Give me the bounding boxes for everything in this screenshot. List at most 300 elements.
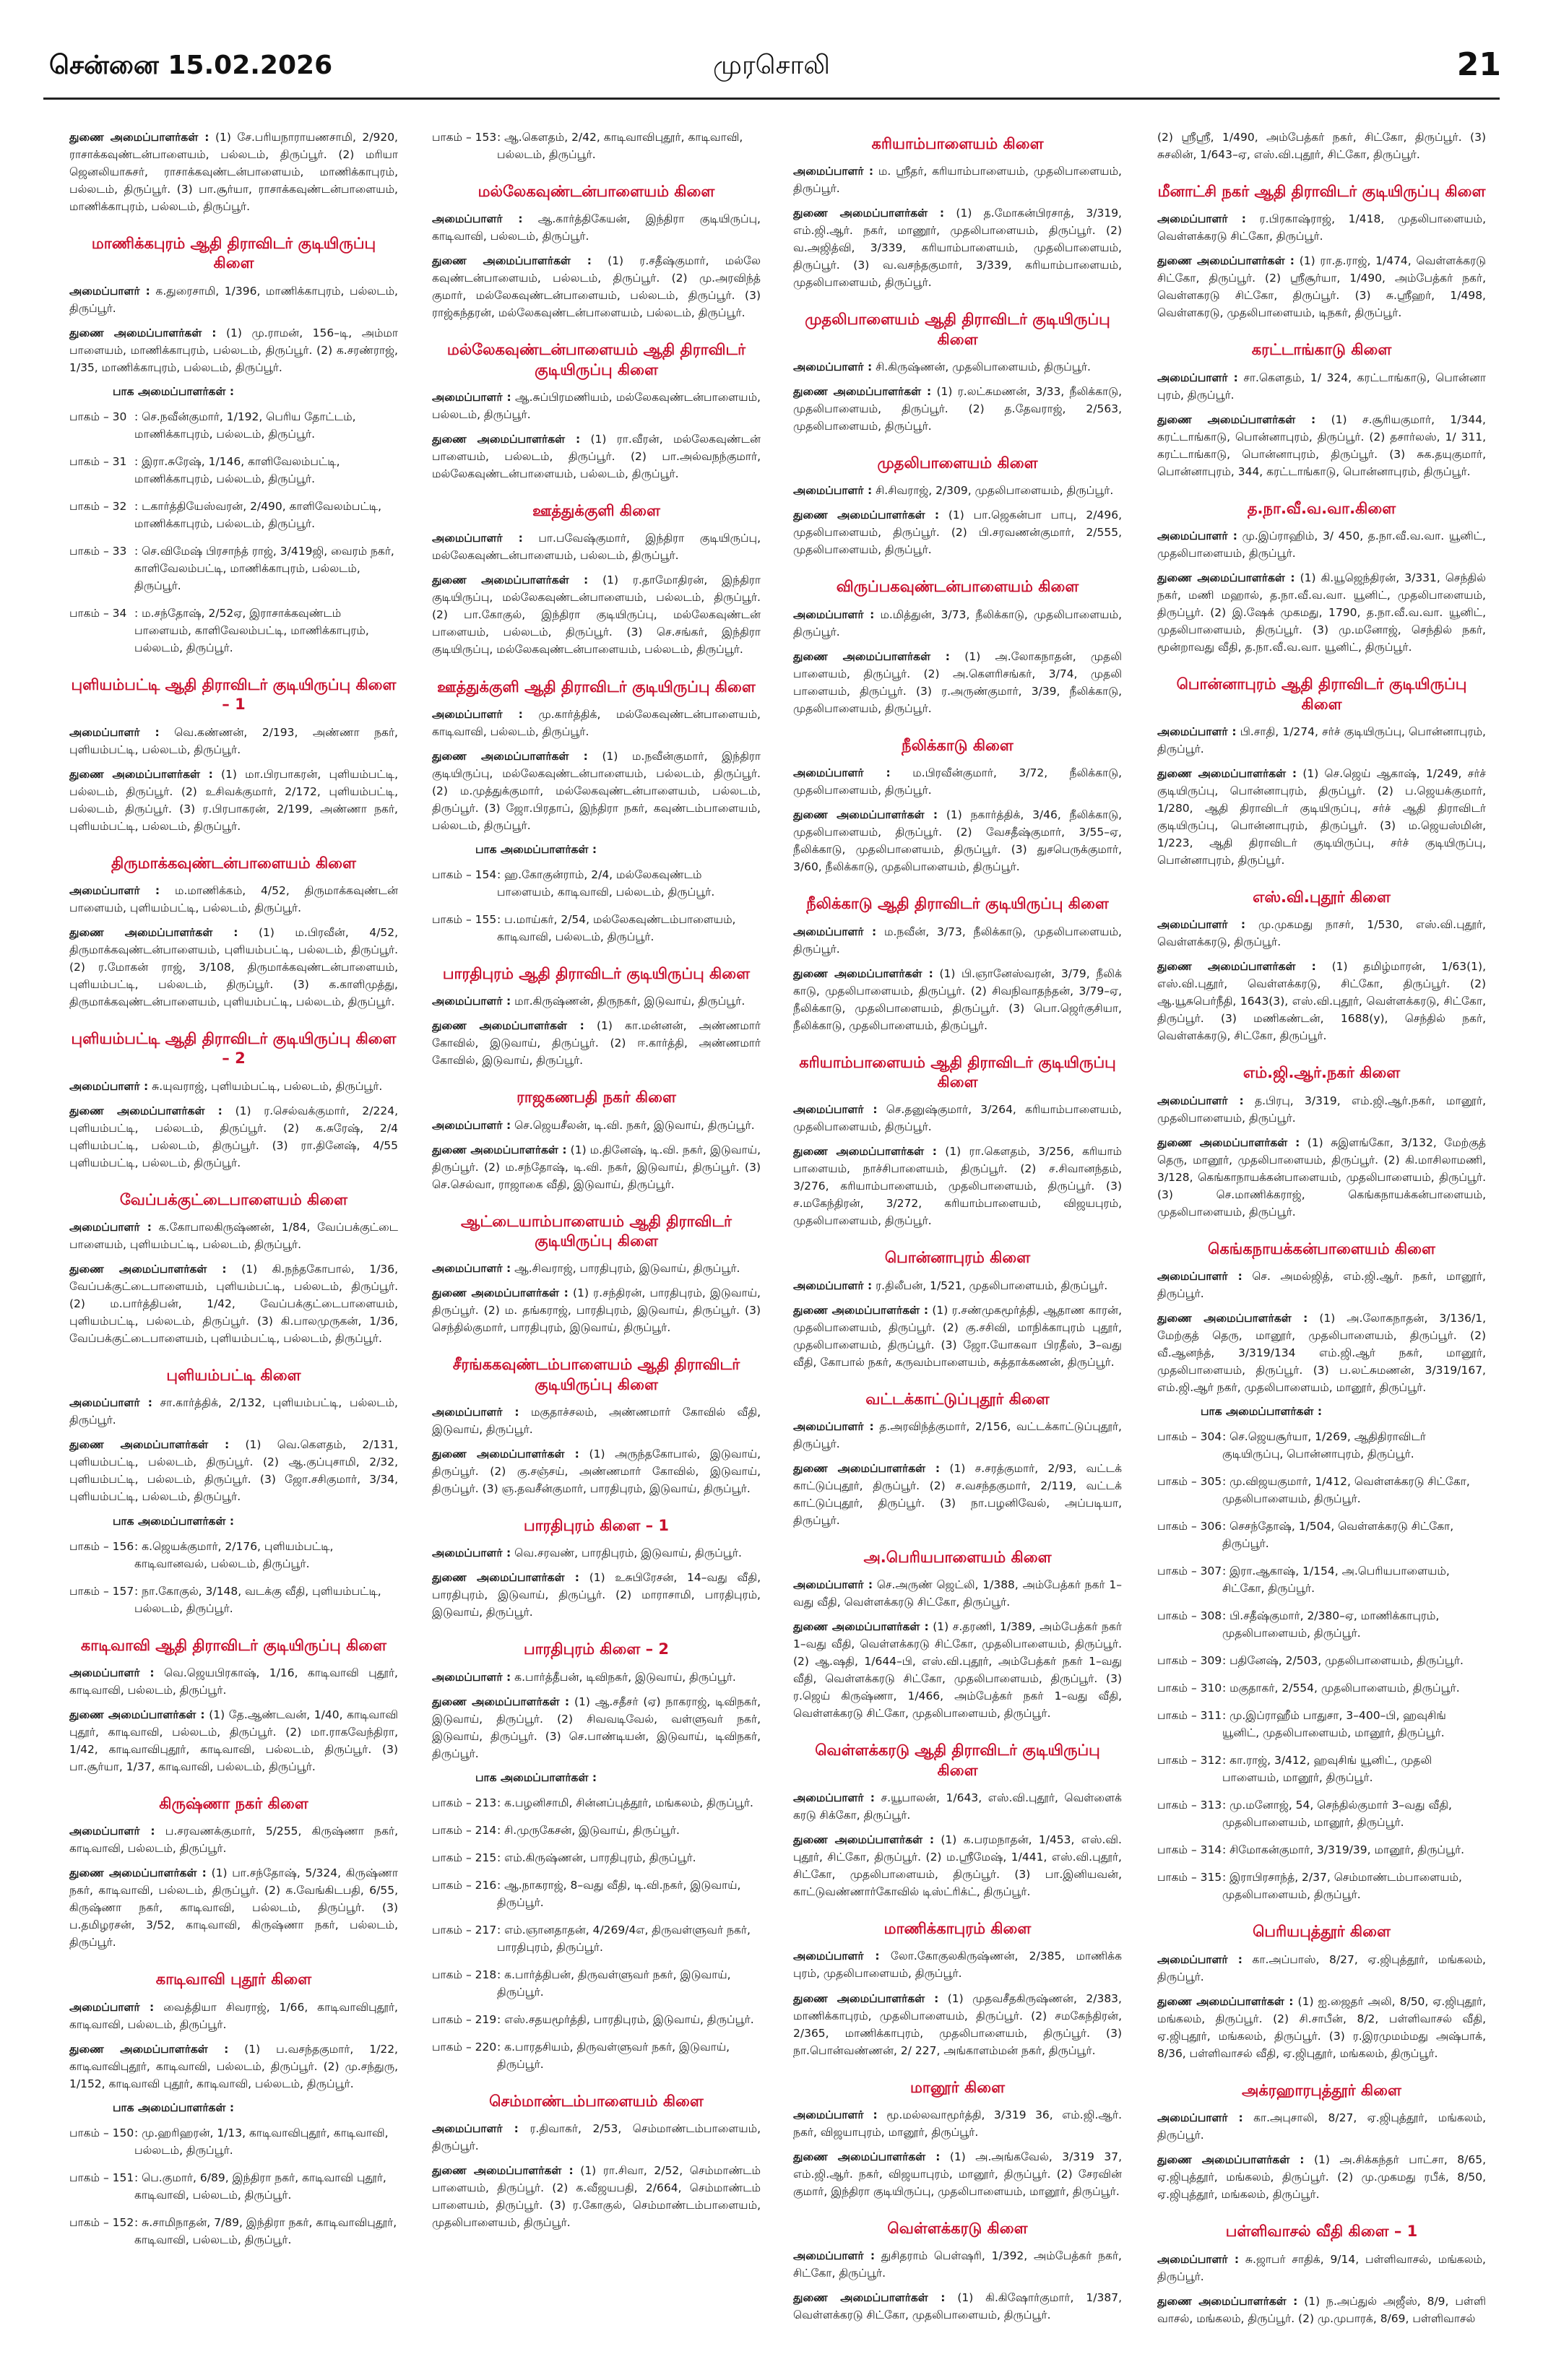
member-details: (1) முதவசீதகிருஷ்ணன், 2/383, மாணிக்காபுரம், முதலிபாளையம், திருப்பூர். (2) சமகேந்திரன், 2/365, மாணிக்காபுரம், முதலிபாளையம், திருப்பூர். (3) நா.பொன்வண்ணன், 2/ 227, அங்காளம்மன் நகர், திருப்பூர்.: [793, 1991, 1122, 2057]
member-details: (1) ச.சூரியகுமார், 1/344, கரட்டாங்காடு, பொன்னாபுரம், திருப்பூர். (2) தசார்லஸ், 1/ 311, கரட்டாங்காடு, பொன்னாபுரம், திருப்பூர். (3) சுக.தயுகுமார், பொன்னாபுரம், 344, கரட்டாங்காடு, பொன்னாபுரம், திருப்பூர்.: [1157, 412, 1486, 478]
role-label: அமைப்பாளர் :: [793, 1103, 878, 1117]
booth-number: பாகம் – 312: [1157, 1754, 1222, 1767]
branch-title: கரியாம்பாளையம் ஆதி திராவிடர் குடியிருப்பு கிளை: [799, 1053, 1116, 1091]
member-details: (1) ச.சரத்குமார், 2/93, வட்டக் காட்டுப்புதூர், திருப்பூர். (2) ச.வசந்தகுமார், 2/119, வட்டக் காட்டுப்புதூர், திருப்பூர். (3) நா.பழனிவேல், அப்படியா, திருப்பூர்.: [793, 1462, 1122, 1528]
member-details: க.பார்த்தீபன், டிவிநகர், இடுவாய், திருப்பூர்.: [514, 1670, 736, 1684]
member-entry: [432, 1260, 761, 1277]
branch-section: [432, 1516, 761, 1621]
member-entry: [793, 1576, 1122, 1611]
booth-details: : டகார்த்தியேஸ்வரன், 2/490, காளிவேலம்பட்டி, மாணிக்காபுரம், பல்லடம், திருப்பூர்.: [134, 499, 382, 530]
role-label: அமைப்பாளர் :: [793, 484, 873, 498]
role-label: அமைப்பாளர் :: [69, 1666, 155, 1679]
role-label: துணை அமைப்பாளர்கள் :: [432, 1571, 579, 1585]
booth-number: பாகம் – 307: [1157, 1565, 1222, 1578]
branch-title: எம்.ஜி.ஆர்.நகர் கிளை: [1242, 1064, 1401, 1082]
member-entry: [69, 1219, 398, 1253]
role-label: துணை அமைப்பாளர்கள் :: [793, 1620, 929, 1634]
branch-section: [432, 1088, 761, 1193]
branch-title: பாரதிபுரம் கிளை – 1: [523, 1517, 670, 1535]
branch-title: திருமாக்கவுண்டன்பாளையம் கிளை: [111, 854, 356, 872]
branch-section: [432, 678, 761, 945]
member-entry: [1157, 129, 1486, 163]
booth-row: [69, 2124, 398, 2159]
role-label: அமைப்பாளர் :: [793, 360, 873, 373]
booth-details: : க.பழனிசாமி, சின்னப்புத்தூர், மங்கலம், திருப்பூர்.: [497, 1796, 753, 1809]
member-entry: [1157, 1951, 1486, 1986]
booth-details: : மகுதாகர், 2/554, முதலிபாளையம், திருப்பூர்.: [1222, 1682, 1460, 1695]
role-label: அமைப்பாளர் :: [793, 1278, 873, 1292]
booth-details: : ஆ.கௌதம், 2/42, காடிவாவிபுதூர், காடிவாவி, பல்லடம், திருப்பூர்.: [497, 131, 743, 162]
role-label: துணை அமைப்பாளர்கள் :: [432, 749, 588, 763]
branch-section: [69, 129, 398, 215]
member-entry: [1157, 1134, 1486, 1221]
member-details: வைத்தியா சிவராஜ், 1/66, காடிவாவிபுதூர், காடிவாவி, பல்லடம், திருப்பூர்.: [69, 2000, 398, 2031]
branch-section: [69, 854, 398, 1011]
member-entry: [1157, 2109, 1486, 2144]
booth-details: : எஸ்.சதயமூர்த்தி, பாரதிபுரம், இடுவாய், திருப்பூர்.: [497, 2012, 754, 2026]
booth-number: பாகம் – 304: [1157, 1430, 1222, 1444]
booth-details: : எம்.ஞானதாதன், 4/269/4எ, திருவள்ளுவர் நகர், பாரதிபுரம், திருப்பூர்.: [497, 1923, 751, 1954]
role-label: துணை அமைப்பாளர்கள் :: [432, 1695, 570, 1708]
booth-details: : செ.நவீன்குமார், 1/192, பெரிய தோட்டம், மாணிக்காபுரம், பல்லடம், திருப்பூர்.: [134, 410, 356, 441]
member-details: (1) கி.கிஷோர்குமார், 1/387, வெள்ளக்கரடு சிட்கோ, முதலிபாளையம், திருப்பூர்.: [793, 2291, 1122, 2322]
booth-number: பாகம் – 215: [432, 1851, 497, 1864]
member-details: மகுதாச்சலம், அண்ணமார் கோவில் வீதி, இடுவாய், திருப்பூர்.: [432, 1405, 761, 1436]
booth-row: [1157, 1752, 1486, 1786]
branch-section: [1157, 2081, 1486, 2203]
branch-section: [1157, 1063, 1486, 1220]
booth-row: [432, 2038, 761, 2073]
member-entry: [432, 1117, 761, 1134]
role-label: துணை அமைப்பாளர்கள் :: [69, 2042, 229, 2056]
member-details: செ.ஜெயசீலன், டி.வி. நகர், இடுவாய், திருப்பூர்.: [514, 1118, 755, 1132]
member-details: மு.இப்ராஹிம், 3/ 450, த.நா.வீ.வ.வா. யூனிட், முதலிபாளையம், திருப்பூர்.: [1157, 529, 1486, 561]
branch-title: பள்ளிவாசல் வீதி கிளை – 1: [1225, 2223, 1418, 2241]
member-details: (1) கா.மன்னன், அண்ணமார் கோவில், இடுவாய், திருப்பூர். (2) ஈ.கார்த்தி, அண்ணமார் கோவில், இடுவாய், திருப்பூர்.: [432, 1019, 761, 1068]
branch-title: புளியம்பட்டி ஆதி திராவிடர் குடியிருப்பு கிளை – 1: [71, 675, 397, 714]
role-label: அமைப்பாளர் :: [432, 212, 523, 226]
role-label: அமைப்பாளர் :: [69, 1825, 155, 1838]
role-label: துணை அமைப்பாளர்கள் :: [69, 326, 217, 339]
member-entry: [793, 2289, 1122, 2324]
member-details: ர.பிரகாஷ்ராஜ், 1/418, முதலிபாளையம், வெள்ளக்கரடு சிட்கோ, திருப்பூர்.: [1157, 212, 1486, 243]
booth-number: பாகம் – 220: [432, 2040, 497, 2054]
booth-details: : ஆ.நாகராஜ், 8–வது வீதி, டி.வி.நகர், இடுவாய், திருப்பூர்.: [497, 1878, 741, 1909]
booth-row: [1157, 1707, 1486, 1741]
branch-section: [432, 1355, 761, 1497]
booth-row: [1157, 1473, 1486, 1507]
member-details: (1) ர.தாமோதிரன், இந்திரா குடியிருப்பு, மல்லேகவுண்டன்பாளையம், பல்லடம், திருப்பூர். (2) பா.கோகுல், இந்திரா குடியிருப்பு, மல்லேகவுண்டன் பாளையம், பல்லடம், திருப்பூர். (3) செ.சங்கர், இந்திரா குடியிருப்பு, மல்லேகவுண்டன்பாளையம், பல்லடம், திருப்பூர்.: [432, 574, 761, 657]
booth-heading: பாக அமைப்பாளர்கள் :: [475, 842, 597, 856]
branch-title: நீலிக்காடு கிளை: [902, 736, 1013, 754]
booth-number: பாகம் – 214: [432, 1823, 497, 1837]
booth-heading: பாக அமைப்பாளர்கள் :: [1201, 1405, 1323, 1419]
booth-number: பாகம் – 151: [69, 2171, 134, 2184]
branch-title: கரியாம்பாளையம் கிளை: [871, 135, 1044, 152]
branch-section: [69, 1190, 398, 1347]
member-entry: [793, 923, 1122, 958]
member-entry: [69, 724, 398, 758]
member-details: பி.சாதி, 1/274, சர்ச் குடியிருப்பு, பொன்னாபுரம், திருப்பூர்.: [1157, 724, 1486, 756]
member-details: (1) மா.பிரபாகரன், புளியம்பட்டி, பல்லடம், திருப்பூர். (2) உசிவக்குமார், 2/172, புளியம்பட்டி, பல்லடம், திருப்பூர். (3) ர.பிரபாகரன், 2/199, அண்ணா நகர், புளியம்பட்டி, பல்லடம், திருப்பூர்.: [69, 767, 398, 833]
role-label: துணை அமைப்பாளர்கள் :: [793, 1991, 939, 2005]
branch-title: பொன்னாபுரம் கிளை: [884, 1249, 1031, 1267]
member-entry: [69, 766, 398, 835]
booth-details: : செ.விமேஷ் பிரசாந்த் ராஜ், 3/419ஜி, வைரம் நகர், காளிவேலம்பட்டி, மாணிக்காபுரம், பல்லடம், திருப்பூர்.: [134, 544, 394, 592]
member-details: (1) ர.லட்சுமணன், 3/33, நீலிக்காடு, முதலிபாளையம், திருப்பூர். (2) த.தேவராஜ், 2/563, முதலிபாளையம், திருப்பூர்.: [793, 385, 1122, 433]
member-details: (1) நகார்த்திக், 3/46, நீலிக்காடு, முதலிபாளையம், திருப்பூர். (2) வேசதீஷ்குமார், 3/55–ஏ, நீலிக்காடு, முதலிபாளையம், திருப்பூர். (3) துசபெருக்குமார், 3/60, நீலிக்காடு, முதலிபாளையம், திருப்பூர்.: [793, 808, 1122, 874]
role-label: துணை அமைப்பாளர்கள் :: [432, 574, 589, 587]
member-entry: [1157, 411, 1486, 480]
member-details: (1) கி.நந்தகோபால், 1/36, வேப்பக்குட்டைபாளையம், புளியம்பட்டி, பல்லடம், திருப்பூர். (2) ம.பார்த்திபன், 1/42, வேப்பக்குட்டைபாளையம், புளியம்பட்டி, பல்லடம், திருப்பூர். (3) கி.பாலமுருகன், 1/36, வேப்பக்குட்டைபாளையம், புளியம்பட்டி, பல்லடம், திருப்பூர்.: [69, 1263, 398, 1346]
member-details: சி.கிருஷ்ணன், முதலிபாளையம், திருப்பூர்.: [876, 360, 1091, 373]
booth-details: : க.பாரதசியம், திருவள்ளுவர் நகர், இடுவாய், திருப்பூர்.: [497, 2040, 730, 2071]
member-details: பா.பவேஷ்குமார், இந்திரா குடியிருப்பு, மல்லேகவுண்டன்பாளையம், பல்லடம், திருப்பூர்.: [432, 532, 761, 563]
member-entry: [432, 2120, 761, 2155]
member-details: த.அரவிந்த்குமார், 2/156, வட்டக்காட்டுப்புதூர், திருப்பூர்.: [793, 1419, 1122, 1450]
member-entry: [793, 1460, 1122, 1529]
booth-heading: பாக அமைப்பாளர்கள் :: [113, 384, 235, 398]
member-details: த.பிரபு, 3/319, எம்.ஜி.ஆர்.நகர், மானூர், முதலிபாளையம், திருப்பூர்.: [1157, 1094, 1486, 1125]
booth-details: : செசந்தோஷ், 1/504, வெள்ளக்கரடு சிட்கோ, திருப்பூர்.: [1222, 1520, 1454, 1551]
role-label: அமைப்பாளர் :: [69, 284, 150, 298]
booth-number: பாகம் – 308: [1157, 1609, 1222, 1623]
branch-section: [793, 1741, 1122, 1900]
member-entry: [1157, 210, 1486, 245]
member-details: சு.யுவராஜ், புளியம்பட்டி, பல்லடம், திருப்பூர்.: [152, 1079, 383, 1093]
member-details: (1) ஐ.ஜைதர் அலி, 8/50, ஏ.ஜிபுதூர், மங்கலம், திருப்பூர். (2) சி.சாபீன், 8/2, பள்ளிவாசல் வீதி, ஏ.ஜிபுதூர், மங்கலம், திருப்பூர். (3) ர.இரமுமம்மது அஷ்பாக், 8/36, பள்ளிவாசல் வீதி, ஏ.ஜிபுதூர், மங்கலம், திருப்பூர்.: [1157, 1994, 1486, 2060]
role-label: துணை அமைப்பாளர்கள் :: [1157, 412, 1316, 426]
member-entry: [69, 1078, 398, 1095]
role-label: துணை அமைப்பாளர்கள் :: [69, 1866, 207, 1880]
member-details: சு.ஜாபர் சாதிக், 9/14, பள்ளிவாசல், மங்கலம், திருப்பூர்.: [1157, 2252, 1486, 2283]
branch-title: ஆட்டையாம்பாளையம் ஆதி திராவிடர் குடியிருப்பு கிளை: [460, 1212, 732, 1250]
role-label: துணை அமைப்பாளர்கள் :: [432, 2164, 574, 2178]
branch-title: மாணிக்கபுரம் ஆதி திராவிடர் குடியிருப்பு கிளை: [91, 235, 376, 272]
role-label: அமைப்பாளர் :: [432, 532, 523, 545]
member-details: (1) கி.யூஜெந்திரன், 3/331, செந்தில் நகர், மணி மஹால், த.நா.வீ.வ.வா. யூனிட், முதலிபாளையம், திருப்பூர். (2) இ.ஷேக் முகமது, 1790, த.நா.வீ.வ.வா. யூனிட், முதலிபாளையம், திருப்பூர். (3) மு.மனோஜ், செந்தில் நகர், மூன்றாவது வீதி, த.நா.வீ.வ.வா. யூனிட், திருப்பூர்.: [1157, 571, 1486, 654]
booth-row: [1157, 1796, 1486, 1831]
member-details: (1) த.மோகன்பிரசாத், 3/319, எம்.ஜி.ஆர். நகர், மாணூர், முதலிபாளையம், திருப்பூர். (2) வ.அஜித்வி, 3/339, கரியாம்பாளையம், முதலிபாளையம், திருப்பூர். (3) வ.வசந்தகுமார், 3/339, கரியாம்பாளையம், முதலிபாளையம், திருப்பூர்.: [793, 207, 1122, 290]
booth-details: : ப.மாய்கர், 2/54, மல்லேகவுண்டம்பாளையம், காடிவாவி, பல்லடம், திருப்பூர்.: [497, 912, 736, 943]
role-label: துணை அமைப்பாளர்கள் :: [69, 1104, 222, 1117]
booth-number: பாகம் – 31: [69, 454, 127, 468]
member-entry: [69, 129, 398, 215]
member-entry: [69, 924, 398, 1011]
branch-title: மானூர் கிளை: [909, 2078, 1006, 2096]
member-entry: [793, 1101, 1122, 1135]
member-entry: [793, 965, 1122, 1034]
member-details: (1) ந.அப்துல் அஜீஸ், 8/9, பள்ளி வாசல், மங்கலம், திருப்பூர். (2) மு.முபாரக், 8/69, பள்ளிவாசல்: [1157, 2294, 1486, 2325]
role-label: அமைப்பாளர் :: [1157, 371, 1238, 384]
member-details: செ.அருண் ஜெட்லி, 1/388, அம்பேத்கர் நகர் 1–வது வீதி, வெள்ளக்கரடு சிட்கோ, திருப்பூர்.: [793, 1578, 1122, 1609]
member-entry: [1157, 1310, 1486, 1396]
member-details: ம.மித்துன், 3/73, நீலிக்காடு, முதலிபாளையம், திருப்பூர்.: [793, 607, 1122, 639]
branch-title: அக்ரஹாரபுத்தூர் கிளை: [1242, 2081, 1401, 2099]
member-details: மு.கார்த்திக், மல்லேகவுண்டன்பாளையம், காடிவாவி, பல்லடம், திருப்பூர்.: [432, 707, 761, 738]
member-entry: [793, 1418, 1122, 1453]
booth-number: பாகம் – 154: [432, 867, 497, 881]
booth-number: பாகம் – 155: [432, 912, 497, 926]
member-details: செ.தனுஷ்குமார், 3/264, கரியாம்பாளையம், முதலிபாளையம், திருப்பூர்.: [793, 1103, 1122, 1134]
booth-details: : இராபிரசாந்த், 2/37, செம்மாண்டம்பாளையம், முதலிபாளையம், திருப்பூர்.: [1222, 1871, 1462, 1902]
member-entry: [1157, 723, 1486, 758]
member-details: கா.அப்பாஸ், 8/27, ஏ.ஜிபுத்தூர், மங்கலம், திருப்பூர்.: [1157, 1952, 1486, 1983]
branch-section: [432, 2092, 761, 2231]
booth-row: [69, 1583, 398, 1617]
branch-section: [432, 964, 761, 1069]
booth-number: பாகம் – 153: [432, 131, 497, 144]
branch-title: மல்லேகவுண்டன்பாளையம் கிளை: [477, 183, 715, 201]
role-label: துணை அமைப்பாளர்கள் :: [1157, 571, 1295, 585]
role-label: துணை அமைப்பாளர்கள் :: [69, 1708, 205, 1721]
member-entry: [432, 1693, 761, 1762]
branch-title: முதலிபாளையம் கிளை: [877, 454, 1038, 472]
member-details: (1) தே.ஆண்டவன், 1/40, காடிவாவி புதூர், காடிவாவி, பல்லடம், திருப்பூர். (2) மா.ராகவேந்திரா, 1/42, காடிவாவிபுதூர், காடிவாவி, பல்லடம், திருப்பூர். (3) பா.சூர்யா, 1/37, காடிவாவி, பல்லடம், திருப்பூர்.: [69, 1708, 398, 1773]
booth-row: [69, 498, 398, 532]
member-entry: [793, 1302, 1122, 1371]
role-label: அமைப்பாளர் :: [69, 1221, 152, 1234]
member-entry: [793, 1618, 1122, 1722]
booth-row: [69, 408, 398, 443]
member-details: (1) ஆ.சதீசர் (ஏ) நாகராஜ், டிவிநகர், இடுவாய், திருப்பூர். (2) சிவவடிவேல், வள்ளுவர் நகர், இடுவாய், திருப்பூர். (3) செ.பாண்டியன், இடுவாய், டிவிநகர், திருப்பூர்.: [432, 1695, 761, 1760]
role-label: துணை அமைப்பாளர்கள் :: [432, 1019, 584, 1033]
member-details: ஆ.சிவராஜ், பாரதிபுரம், இடுவாய், திருப்பூர்.: [514, 1262, 740, 1276]
branch-section: [1157, 499, 1486, 656]
member-details: (1) ச.தரணி, 1/389, அம்பேத்கர் நகர் 1–வது வீதி, வெள்ளக்கரடு சிட்கோ, முதலிபாளையம், திருப்பூர். (2) ஆ.ஷதி, 1/644–பி, எஸ்.வி.புதூர், அம்பேத்கர் நகர் 1–வது வீதி, வெள்ளக்கரடு சிட்கோ, முதலிபாளையம், திருப்பூர். (3) ர.ஜெய் கிருஷ்ணா, 1/466, அம்பேத்கர் நகர் 1–வது வீதி, வெள்ளக்கரடு சிட்கோ, முதலிபாளையம், திருப்பூர்.: [793, 1620, 1122, 1721]
booth-row: [1157, 1428, 1486, 1463]
booth-details: : பெ.குமார், 6/89, இந்திரா நகர், காடிவாவி புதூர், காடிவாவி, பல்லடம், திருப்பூர்.: [134, 2171, 386, 2202]
branch-title: கெங்கநாயக்கன்பாளையம் கிளை: [1208, 1239, 1435, 1258]
member-entry: [432, 1445, 761, 1497]
member-details: ர.திவாகர், 2/53, செம்மாண்டம்பாளையம், திருப்பூர்.: [432, 2122, 761, 2153]
member-details: ஆ.கார்த்திகேயன், இந்திரா குடியிருப்பு, காடிவாவி, பல்லடம், திருப்பூர்.: [432, 212, 761, 243]
member-details: (1) ரா.வீரன், மல்லேகவுண்டன் பாளையம், பல்லடம், திருப்பூர். (2) பா.அல்வநந்குமார், மல்லேகவுண்டன்பாளையம், பல்லடம், திருப்பூர்.: [432, 433, 761, 481]
member-details: சா.கௌதம், 1/ 324, கரட்டாங்காடு, பொன்னா புரம், திருப்பூர்.: [1157, 371, 1486, 402]
booth-row: [432, 911, 761, 945]
branch-section: [1157, 182, 1486, 321]
branch-title: ராஜகணபதி நகர் கிளை: [517, 1089, 676, 1107]
role-label: அமைப்பாளர் :: [1157, 1094, 1244, 1107]
branch-section: [69, 1366, 398, 1617]
role-label: துணை அமைப்பாளர்கள் :: [1157, 2153, 1305, 2167]
role-label: துணை அமைப்பாளர்கள் :: [793, 1462, 941, 1475]
booth-details: : எம்.கிருஷ்ணன், பாரதிபுரம், திருப்பூர்.: [497, 1851, 696, 1864]
branch-section: [432, 129, 761, 163]
branch-title: நீலிக்காடு ஆதி திராவிடர் குடியிருப்பு கிளை: [806, 895, 1109, 913]
booth-number: பாகம் – 305: [1157, 1475, 1222, 1489]
branch-title: புளியம்பட்டி கிளை: [166, 1367, 301, 1385]
member-entry: [1157, 569, 1486, 656]
booth-number: பாகம் – 311: [1157, 1709, 1222, 1723]
member-entry: [1157, 2293, 1486, 2327]
booth-details: : சி.முருகேசன், இடுவாய், திருப்பூர்.: [497, 1823, 680, 1837]
masthead: [0, 0, 1543, 87]
header-rule: [43, 98, 1500, 100]
branch-section: [432, 1212, 761, 1337]
branch-title: வேப்பக்குட்டைபாளையம் கிளை: [119, 1190, 348, 1208]
role-label: அமைப்பாளர் :: [1157, 212, 1246, 226]
branch-section: [432, 1640, 761, 2073]
member-details: வெ.சரவண், பாரதிபுரம், இடுவாய், திருப்பூர்.: [514, 1546, 742, 1560]
branch-title: மாணிக்காபுரம் கிளை: [883, 1920, 1032, 1938]
member-details: ம. ஸ்ரீதர், கரியாம்பாளையம், முதலிபாளையம், திருப்பூர்.: [793, 165, 1122, 196]
role-label: துணை அமைப்பாளர்கள் :: [432, 1286, 569, 1300]
booth-details: : பி.சதீஷ்குமார், 2/380–ஏ, மாணிக்காபுரம், முதலிபாளையம், திருப்பூர்.: [1222, 1609, 1440, 1640]
member-details: (1) பா.ஜெகன்பா பாபு, 2/496, முதலிபாளையம், திருப்பூர். (2) பி.சரவணன்குமார், 2/555, முதலிபாளையம், திருப்பூர்.: [793, 509, 1122, 557]
member-entry: [793, 163, 1122, 197]
member-details: (1) பி.ஞானேஸ்வரன், 3/79, நீலிக் காடு, முதலிபாளையம், திருப்பூர். (2) சிவநிவாதந்தன், 3/79–ஏ, நீலிக்காடு, முதலிபாளையம், திருப்பூர். (3) பொ.ஜெர்குசியா, நீலிக்காடு, முதலிபாளையம், திருப்பூர்.: [793, 966, 1122, 1032]
member-entry: [432, 1284, 761, 1336]
role-label: துணை அமைப்பாளர்கள் :: [793, 2291, 946, 2305]
member-entry: [793, 1277, 1122, 1294]
member-entry: [793, 2148, 1122, 2200]
member-details: (1) அ.லோகநாதன், 3/136/1, மேற்குத் தெரு, மானூர், முதலிபாளையம், திருப்பூர். (2) வீ.ஆனந்த், 3/319/134 எம்.ஜி.ஆர் நகர், மானூர், முதலிபாளையம், திருப்பூர். (3) ப.லட்சுமணன், 3/319/167, எம்.ஜி.ஆர் நகர், முதலிபாளையம், மானூர், திருப்பூர்.: [1157, 1312, 1486, 1395]
member-details: துசிதராம் பெள்ஷரி, 1/392, அம்பேத்கர் நகர், சிட்கோ, திருப்பூர்.: [793, 2249, 1122, 2280]
booth-heading: பாக அமைப்பாளர்கள் :: [113, 1514, 235, 1528]
branch-section: [793, 736, 1122, 875]
branch-section: [69, 1794, 398, 1951]
member-entry: [69, 324, 398, 376]
branch-section: [432, 182, 761, 321]
branch-section: [793, 134, 1122, 291]
booth-row: [69, 1538, 398, 1572]
member-entry: [793, 204, 1122, 291]
booth-row: [432, 129, 761, 163]
member-entry: [793, 2106, 1122, 2141]
branch-section: [793, 1248, 1122, 1370]
member-details: க.கோபாலகிருஷ்ணன், 1/84, வேப்பக்குட்டை பாளையம், புளியம்பட்டி, பல்லடம், திருப்பூர்.: [69, 1221, 398, 1252]
booth-number: பாகம் – 157: [69, 1584, 134, 1598]
role-label: அமைப்பாளர் :: [793, 1578, 873, 1592]
role-label: துணை அமைப்பாளர்கள் :: [69, 767, 213, 781]
role-label: அமைப்பாளர் :: [432, 1546, 511, 1560]
member-entry: [793, 1143, 1122, 1229]
member-entry: [69, 1999, 398, 2033]
branch-section: [793, 577, 1122, 717]
role-label: துணை அமைப்பாளர்கள் :: [69, 925, 238, 939]
role-label: அமைப்பாளர் :: [69, 2000, 155, 2014]
branch-title: காடிவாவி புதூர் கிளை: [155, 1970, 312, 1989]
branch-section: [793, 310, 1122, 435]
branch-title: அ.பெரியபாளையம் கிளை: [863, 1549, 1052, 1567]
member-details: (1) மு.ராமன், 156–டி, அம்மா பாளையம், மாணிக்காபுரம், பல்லடம், திருப்பூர். (2) க.சரண்ராஜ், 1/35, மாணிக்காபுரம், பல்லடம், திருப்பூர்.: [69, 326, 398, 374]
member-details: (1) ம.தினேஷ், டி.வி. நகர், இடுவாய், திருப்பூர். (2) ம.சந்தோஷ், டி.வி. நகர், இடுவாய், திருப்பூர். (3) செ.செல்வா, ராஜாகை வீதி, இடுவாய், திருப்பூர்.: [432, 1143, 761, 1191]
member-details: க.துரைசாமி, 1/396, மாணிக்காபுரம், பல்லடம், திருப்பூர்.: [69, 284, 398, 315]
role-label: அமைப்பாளர் :: [69, 1079, 149, 1093]
member-details: (1) தமிழ்மாரன், 1/63(1), எஸ்.வி.புதூர், வெள்ளக்கரடு, சிட்கோ, திருப்பூர். (2) ஆ.யூசுபெர்நீதி, 1643(3), எஸ்.வி.புதூர், வெள்ளக்கரடு, சிட்கோ, திருப்பூர். (3) மணிகண்டன், 1688(y), செந்தில் நகர், வெள்ளக்கரடு, சிட்கோ, திருப்பூர்.: [1157, 960, 1486, 1043]
booth-heading: பாக அமைப்பாளர்கள் :: [475, 1770, 597, 1784]
member-details: (1) சே.பரியநாராயணசாமி, 2/920, ராசாக்கவுண்டன்பாளையம், பல்லடம், திருப்பூர். (2) மரியா ஜெனலியாசுசர், ராசாக்கவுண்டன்பாளையம், மாணிக்காபுரம், பல்லடம், திருப்பூர். (3) பா.சூர்யா, ராசாக்கவுண்டன்பாளையம், மாணிக்காபுரம், பல்லடம், திருப்பூர்.: [69, 131, 398, 214]
branch-title: பொன்னாபுரம் ஆதி திராவிடர் குடியிருப்பு கிளை: [1176, 675, 1467, 713]
member-details: ப.சரவணக்குமார், 5/255, கிருஷ்ணா நகர், காடிவாவி, பல்லடம், திருப்பூர்.: [69, 1825, 398, 1856]
branch-title: த.நா.வீ.வ.வா.கிளை: [1247, 499, 1396, 517]
branch-title: பாரதிபுரம் ஆதி திராவிடர் குடியிருப்பு கிளை: [442, 964, 751, 982]
role-label: அமைப்பாளர் :: [432, 995, 511, 1008]
role-label: துணை அமைப்பாளர்கள் :: [69, 131, 209, 144]
booth-row: [69, 453, 398, 488]
booth-number: பாகம் – 156: [69, 1539, 134, 1553]
member-entry: [432, 992, 761, 1010]
branch-title: மீனாட்சி நகர் ஆதி திராவிடர் குடியிருப்பு கிளை: [1157, 183, 1486, 201]
role-label: அமைப்பாளர் :: [793, 1419, 874, 1433]
branch-title: கரட்டாங்காடு கிளை: [1251, 341, 1392, 359]
role-label: அமைப்பாளர் :: [793, 607, 875, 621]
member-details: (1) அ.லோகநாதன், முதலி பாளையம், திருப்பூர். (2) அ.கௌரிசங்கர், 3/74, முதலி பாளையம், திருப்பூர். (3) ர.அருண்குமார், 3/39, நீலிக்காடு, முதலிபாளையம், திருப்பூர்.: [793, 649, 1122, 715]
member-entry: [432, 748, 761, 834]
branch-section: [69, 1029, 398, 1172]
member-entry: [69, 1102, 398, 1172]
member-entry: [793, 606, 1122, 641]
member-details: (1) ர.சண்முகமூர்த்தி, ஆதாண காரன், முதலிபாளையம், திருப்பூர். (2) கு.சசிவி, மாநிக்காபுரம் புதூர், முதலிபாளையம், திருப்பூர். (3) ஜோ.யோகவா பிரதீஸ், 3–வது வீதி, கோபால் நகர், கருவம்பாளையம், சுத்தாக்கணன், திருப்பூர்.: [793, 1303, 1122, 1369]
booth-row: [69, 2169, 398, 2204]
member-entry: [793, 648, 1122, 717]
branch-section: [69, 1636, 398, 1775]
booth-number: பாகம் – 314: [1157, 1843, 1222, 1857]
member-entry: [1157, 2151, 1486, 2203]
member-details: (1) அ.சிக்கந்தர் பாட்சா, 8/65, ஏ.ஜிபுத்தூர், மங்கலம், திருப்பூர். (2) மு.முகமது ரபீக், 8/50, ஏ.ஜிபுத்தூர், மங்கலம், திருப்பூர்.: [1157, 2153, 1486, 2202]
member-details: (1) க.பரமநாதன், 1/453, எஸ்.வி. புதூர், சிட்கோ, திருப்பூர். (2) ம.ஸ்ரீமேஷ், 1/441, எஸ்.வி.புதூர், சிட்கோ, முதலிபாளையம், திருப்பூர். (3) பா.இனியவன், காட்டுவண்ணார்கோவில் டிஸ்ட்ரிக்ட், திருப்பூர்.: [793, 1833, 1122, 1899]
member-details: (1) அ.அங்கவேல், 3/319 37, எம்.ஜி.ஆர். நகர், விஜயாபுரம், மானூர், திருப்பூர். (2) சேரவின் குமார், இந்திரா குடியிருப்பு, முதலிபாளையம், மானூர், திருப்பூர்.: [793, 2150, 1122, 2198]
booth-row: [432, 1849, 761, 1866]
branch-section: [432, 501, 761, 658]
member-details: செ. அமல்ஜித், எம்.ஜி.ஆர். நகர், மானூர், திருப்பூர்.: [1157, 1270, 1486, 1301]
role-label: அமைப்பாளர் :: [793, 2108, 878, 2121]
member-entry: [793, 482, 1122, 499]
booth-number: பாகம் – 313: [1157, 1799, 1222, 1812]
member-entry: [69, 1436, 398, 1505]
member-entry: [793, 764, 1122, 799]
role-label: துணை அமைப்பாளர்கள் :: [432, 1143, 567, 1156]
member-entry: [432, 1017, 761, 1069]
member-entry: [432, 2162, 761, 2231]
member-entry: [1157, 1092, 1486, 1127]
role-label: அமைப்பாளர் :: [793, 766, 891, 780]
role-label: துணை அமைப்பாளர்கள் :: [793, 385, 932, 399]
member-details: ர.திலீபன், 1/521, முதலிபாளையம், திருப்பூர்.: [876, 1278, 1108, 1292]
member-details: (1) ம.பிரவீன், 4/52, திருமாக்கவுண்டன்பாளையம், புளியம்பட்டி, பல்லடம், திருப்பூர். (2) ர.மோகன் ராஜ், 3/108, திருமாக்கவுண்டன்பாளையம், புளியம்பட்டி, பல்லடம், திருப்பூர். (3) க.காளிமுத்து, திருமாக்கவுண்டன்பாளையம், புளியம்பட்டி, பல்லடம், திருப்பூர்.: [69, 925, 398, 1009]
column-1: [69, 129, 398, 2360]
member-details: (1) ப.வசந்தகுமார், 1/22, காடிவாவிபுதூர், காடிவாவி, பல்லடம், திருப்பூர். (2) மு.சந்துரு, 1/152, காடிவாவி புதூர், காடிவாவி, பல்லடம், திருப்பூர்.: [69, 2042, 398, 2090]
branch-title: முதலிபாளையம் ஆதி திராவிடர் குடியிருப்பு கிளை: [805, 311, 1110, 348]
branch-section: [793, 1919, 1122, 2059]
branch-section: [1157, 1239, 1486, 1904]
branch-section: [793, 454, 1122, 558]
role-label: அமைப்பாளர் :: [69, 883, 160, 897]
booth-row: [432, 1921, 761, 1956]
member-entry: [69, 1822, 398, 1857]
member-details: வெ.ஜெயபிரகாஷ், 1/16, காடிவாவி புதூர், காடிவாவி, பல்லடம், திருப்பூர்.: [69, 1666, 398, 1697]
member-entry: [793, 1990, 1122, 2059]
booth-details: : கா.ராஜ், 3/412, ஹவுசிங் யூனிட், முதலி பாளையம், மானூர், திருப்பூர்.: [1222, 1754, 1432, 1785]
booth-row: [1157, 1652, 1486, 1669]
branch-title: சீரங்ககவுண்டம்பாளையம் ஆதி திராவிடர் குடியிருப்பு கிளை: [452, 1356, 740, 1393]
branch-section: [793, 2078, 1122, 2200]
member-details: (1) வெ.கௌதம், 2/131, புளியம்பட்டி, பல்லடம், திருப்பூர். (2) ஆ.குப்புசாமி, 2/32, புளியம்பட்டி, பல்லடம், திருப்பூர். (3) ஜோ.சசிகுமார், 3/34, புளியம்பட்டி, பல்லடம், திருப்பூர்.: [69, 1438, 398, 1504]
branch-title: பாரதிபுரம் கிளை – 2: [523, 1640, 670, 1658]
member-details: மா.கிருஷ்ணன், திருநகர், இடுவாய், திருப்பூர்.: [514, 995, 745, 1008]
booth-row: [1157, 1869, 1486, 1903]
role-label: அமைப்பாளர் :: [1157, 1952, 1242, 1966]
booth-number: பாகம் – 306: [1157, 1520, 1222, 1533]
member-entry: [432, 252, 761, 321]
member-entry: [793, 806, 1122, 875]
member-entry: [432, 1569, 761, 1621]
role-label: அமைப்பாளர் :: [432, 391, 511, 404]
branch-section: [1157, 129, 1486, 163]
member-entry: [432, 1403, 761, 1438]
edition-date: சென்னை 15.02.2026: [49, 51, 333, 80]
